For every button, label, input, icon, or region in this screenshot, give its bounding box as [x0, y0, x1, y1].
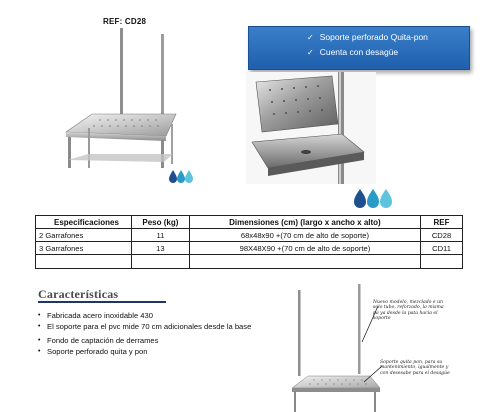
spec-table: [35, 215, 463, 269]
check-icon: ✓: [307, 48, 314, 57]
feature-text: Cuenta con desagüe: [319, 47, 399, 57]
annotation-note: Soporte quita pon, para su mantenimiento, igualmente y con desesabe para el desagüe: [380, 360, 450, 376]
feature-item: [307, 45, 469, 60]
cell-ref: CD28: [421, 229, 463, 242]
cell-spec: 3 Garrafones: [36, 242, 132, 255]
col-header-ref: REF: [421, 216, 463, 229]
title-underline: [38, 301, 166, 303]
product-ref-label: REF: CD28: [103, 17, 147, 26]
table-row-empty: [36, 255, 463, 269]
check-icon: ✓: [307, 33, 314, 42]
cell-peso: 13: [131, 242, 189, 255]
cell-ref: CD11: [421, 242, 463, 255]
water-drops-icon: [168, 169, 194, 183]
section-title: Características: [38, 287, 119, 301]
features-banner: [248, 26, 470, 70]
cell-peso: 11: [131, 229, 189, 242]
cell-empty: [36, 255, 132, 269]
table-header-row: [36, 216, 463, 229]
list-item: [38, 336, 251, 347]
list-item: [38, 322, 251, 333]
water-drops-icon: [353, 188, 393, 208]
cell-empty: [189, 255, 420, 269]
product-photo-annotated: [286, 284, 386, 412]
product-photo-front: [40, 28, 200, 168]
table-row: [36, 229, 463, 242]
cell-dim: 98X48X90 +(70 cm de alto de soporte): [189, 242, 420, 255]
list-item: [38, 311, 251, 322]
col-header-spec: Especificaciones: [36, 216, 132, 229]
cell-empty: [131, 255, 189, 269]
cell-dim: 68x48x90 +(70 cm de alto de soporte): [189, 229, 420, 242]
bullet-icon: •: [38, 337, 41, 344]
list-item-text: El soporte para el pvc mide 70 cm adicionales desde la base: [47, 321, 252, 331]
features-list: [38, 311, 251, 357]
feature-item: [307, 30, 469, 45]
annotation-note: Nuevo modelo, mezclado e un solo tubo, reforzado, la misma pa ya desde la pata hacia el soporte: [373, 300, 444, 322]
bullet-icon: •: [38, 347, 41, 355]
list-item-text: Soporte perforado quita y pon: [47, 346, 148, 356]
cell-empty: [421, 255, 463, 269]
bullet-icon: •: [38, 322, 41, 330]
feature-text: Soporte perforado Quita-pon: [319, 32, 428, 42]
col-header-peso: Peso (kg): [131, 216, 189, 229]
col-header-dim: Dimensiones (cm) (largo x ancho x alto): [189, 216, 420, 229]
product-photo-closeup: [246, 72, 376, 184]
list-item-text: Fondo de captación de derrames: [47, 336, 159, 345]
list-item-text: Fabricada acero inoxidable 430: [47, 311, 153, 320]
bullet-icon: •: [38, 312, 41, 319]
list-item: [38, 347, 251, 358]
table-row: [36, 242, 463, 255]
cell-spec: 2 Garrafones: [36, 229, 132, 242]
